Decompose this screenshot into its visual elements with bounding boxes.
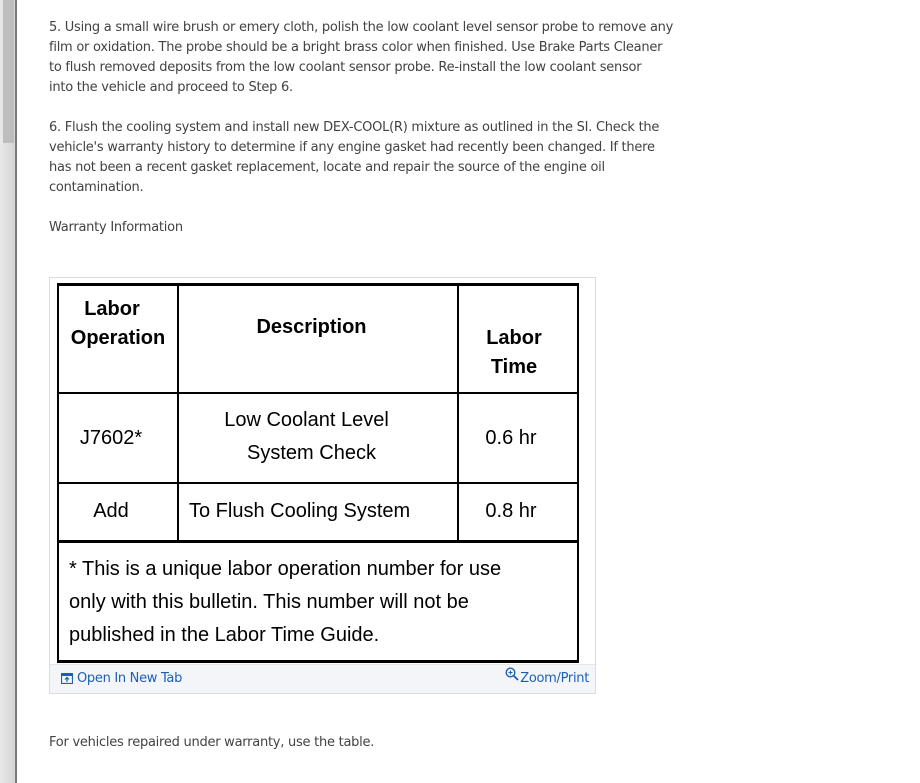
footnote-line: * This is a unique labor operation number for use <box>69 558 502 580</box>
header-text: Time <box>490 356 538 378</box>
header-text: Operation <box>70 327 166 349</box>
step-6-paragraph <box>49 118 679 198</box>
footer-text: For vehicles repaired under warranty, use the table. <box>49 735 375 750</box>
step-6-line: has not been a recent gasket replacement, locate and repair the source of the engine oil <box>49 160 605 175</box>
header-text: Labor <box>486 327 542 349</box>
row-1-time: 0.6 hr <box>485 427 537 449</box>
step-5-line: to flush removed deposits from the low coolant sensor probe. Re-install the low coolant sensor <box>49 60 642 75</box>
cell-text: System Check <box>247 442 376 464</box>
header-labor-operation <box>59 295 177 353</box>
footnote-line: published in the Labor Time Guide. <box>69 624 380 646</box>
row-2-operation: Add <box>93 500 129 522</box>
step-6-line: contamination. <box>49 180 144 195</box>
warranty-heading: Warranty Information <box>49 220 183 235</box>
step-6-line: 6. Flush the cooling system and install new DEX-COOL(R) mixture as outlined in the SI. Check the <box>49 120 660 135</box>
open-in-new-tab-label: Open In New Tab <box>77 671 183 686</box>
table-rule <box>57 482 579 484</box>
table-border-right <box>577 283 579 663</box>
row-1-operation: J7602* <box>79 427 143 449</box>
zoom-in-icon <box>505 667 519 681</box>
step-5-line: into the vehicle and proceed to Step 6. <box>49 80 293 95</box>
open-in-new-tab-link[interactable] <box>61 671 182 686</box>
table-rule <box>57 540 579 543</box>
header-text: Labor <box>84 298 140 320</box>
figure-toolbar <box>50 664 595 693</box>
table-rule <box>57 392 579 394</box>
row-1-description <box>179 404 434 470</box>
footnote-line: only with this bulletin. This number will not be <box>69 591 469 613</box>
header-description: Description <box>256 316 367 338</box>
step-5-paragraph <box>49 18 679 98</box>
header-labor-time <box>459 324 569 382</box>
labor-table-figure <box>49 277 596 694</box>
cell-text: Low Coolant Level <box>224 409 389 431</box>
open-new-tab-icon <box>61 673 73 684</box>
table-footnote <box>69 553 569 652</box>
vertical-scrollbar[interactable] <box>0 0 17 783</box>
scrollbar-thumb[interactable] <box>3 0 14 143</box>
row-2-time: 0.8 hr <box>485 500 537 522</box>
step-5-line: 5. Using a small wire brush or emery cloth, polish the low coolant level sensor probe to remove any <box>49 20 674 35</box>
zoom-print-label: Zoom/Print <box>520 671 589 686</box>
table-border-bottom <box>57 660 579 663</box>
step-5-line: film or oxidation. The probe should be a bright brass color when finished. Use Brake Parts Cleaner <box>49 40 663 55</box>
step-6-line: vehicle's warranty history to determine if any engine gasket had recently been changed. If there <box>49 140 655 155</box>
zoom-print-link[interactable] <box>505 671 589 686</box>
row-2-description: To Flush Cooling System <box>189 500 411 522</box>
labor-table <box>57 283 579 664</box>
table-border-top <box>57 283 579 286</box>
